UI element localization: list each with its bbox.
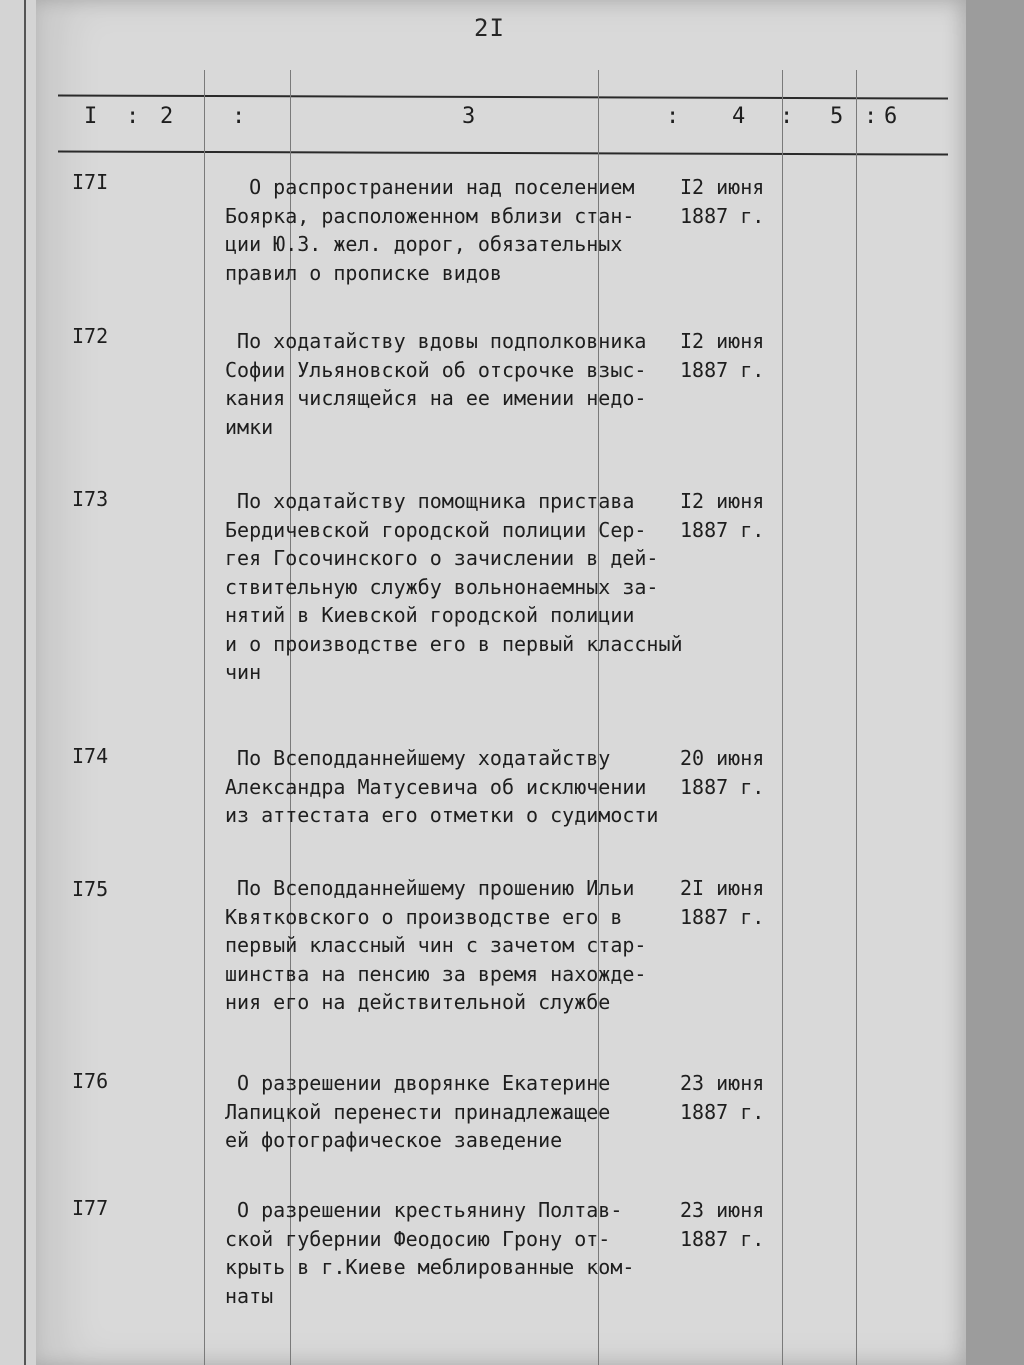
header-separator: : <box>126 104 140 129</box>
header-col-1: I <box>84 104 98 129</box>
entry-number: I74 <box>72 744 109 768</box>
entry-number: I75 <box>72 877 109 901</box>
background-surface <box>966 0 1024 1365</box>
header-separator: : <box>864 104 878 129</box>
entry-number: I77 <box>72 1196 109 1220</box>
entry-description: О разрешении крестьянину Полтав- ской губернии Феодосию Грону от- крыть в г.Киеве меблированные ком- наты <box>225 1198 635 1308</box>
entry-number: I72 <box>72 324 109 348</box>
header-separator: : <box>232 104 246 129</box>
header-col-5: 5 <box>830 104 844 129</box>
header-col-2: 2 <box>160 104 174 129</box>
header-col-6: 6 <box>884 104 898 129</box>
header-col-4: 4 <box>732 104 746 129</box>
entry-description: По Всеподданнейшему прошению Ильи Квятковского о производстве его в первый классный чин с зачетом стар- шинства на пенсию за время нахожде- ния его на действительной службе <box>225 876 647 1014</box>
entry-date: 23 июня 1887 г. <box>680 1198 765 1251</box>
header-separator: : <box>666 104 680 129</box>
page-number: 2I <box>474 14 505 42</box>
entry-description: По ходатайству помощника пристава Бердичевской городской полиции Сер- гея Госочинского о зачислении в дей- ствительную службу вольнонаемных за- нятий в Киевской городской полиции и о производстве его в первый классный чин <box>225 489 683 684</box>
adjacent-page-edge <box>0 0 38 1365</box>
entry-description: По ходатайству вдовы подполковника Софии Ульяновской об отсрочке взыс- кания числящейся на ее имении недо- имки <box>225 329 647 439</box>
column-divider <box>782 70 783 1365</box>
entry-date: I2 июня 1887 г. <box>680 489 765 542</box>
entry-date: I2 июня 1887 г. <box>680 175 765 228</box>
entry-number: I7I <box>72 170 109 194</box>
column-divider <box>204 70 205 1365</box>
entry-date: 23 июня 1887 г. <box>680 1071 765 1124</box>
entry-date: 2I июня 1887 г. <box>680 876 765 929</box>
entry-description: По Всеподданнейшему ходатайству Александра Матусевича об исключении из аттестата его отметки о судимости <box>225 746 659 827</box>
entry-number: I73 <box>72 487 109 511</box>
entry-date: 20 июня 1887 г. <box>680 746 765 799</box>
column-divider <box>856 70 857 1365</box>
entry-description: О распространении над поселением Боярка, расположенном вблизи стан- ции Ю.З. жел. дорог, обязательных правил о прописке видов <box>225 175 635 285</box>
header-separator: : <box>780 104 794 129</box>
binding-fold <box>24 0 26 1365</box>
entry-number: I76 <box>72 1069 109 1093</box>
header-col-3: 3 <box>462 104 476 129</box>
entry-description: О разрешении дворянке Екатерине Лапицкой перенести принадлежащее ей фотографическое заведение <box>225 1071 611 1152</box>
entry-date: I2 июня 1887 г. <box>680 329 765 382</box>
